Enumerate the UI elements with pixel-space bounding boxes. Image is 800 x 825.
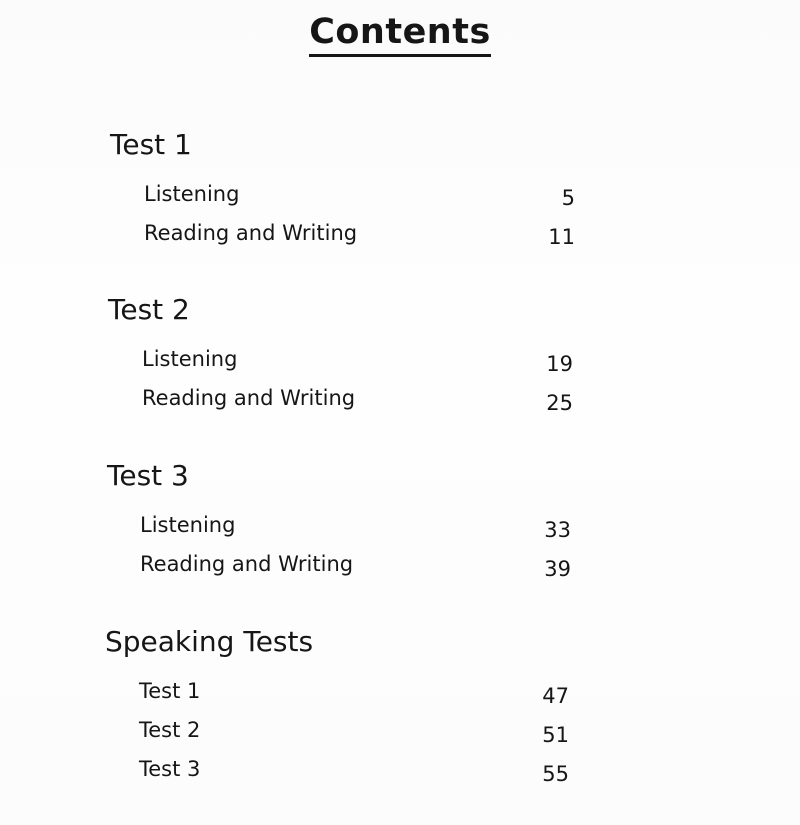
entry-label: Reading and Writing: [140, 552, 354, 576]
section-heading-test-1: Test 1: [110, 128, 192, 161]
section-heading-test-3: Test 3: [107, 459, 189, 492]
entry-label: Reading and Writing: [142, 386, 356, 410]
section-heading-test-2: Test 2: [108, 293, 190, 326]
page-title-text: Contents: [309, 12, 491, 57]
entry-label: Reading and Writing: [144, 221, 358, 245]
entry-page-number: 47: [542, 684, 569, 708]
entry-label: Listening: [142, 347, 238, 371]
entry-page-number: 33: [544, 518, 571, 542]
entry-page-number: 25: [546, 391, 573, 415]
entry-page-number: 11: [548, 225, 575, 249]
entry-page-number: 51: [542, 723, 569, 747]
entry-page-number: 19: [546, 352, 573, 376]
entry-label: Listening: [140, 513, 236, 537]
entry-page-number: 5: [561, 186, 575, 210]
entry-page-number: 39: [544, 557, 571, 581]
page-title: [0, 10, 800, 54]
entry-label: Listening: [144, 182, 240, 206]
entry-page-number: 55: [542, 762, 569, 786]
entry-label: Test 3: [139, 757, 201, 781]
section-heading-speaking-tests: Speaking Tests: [105, 625, 314, 658]
entry-label: Test 2: [139, 718, 201, 742]
entry-label: Test 1: [139, 679, 201, 703]
